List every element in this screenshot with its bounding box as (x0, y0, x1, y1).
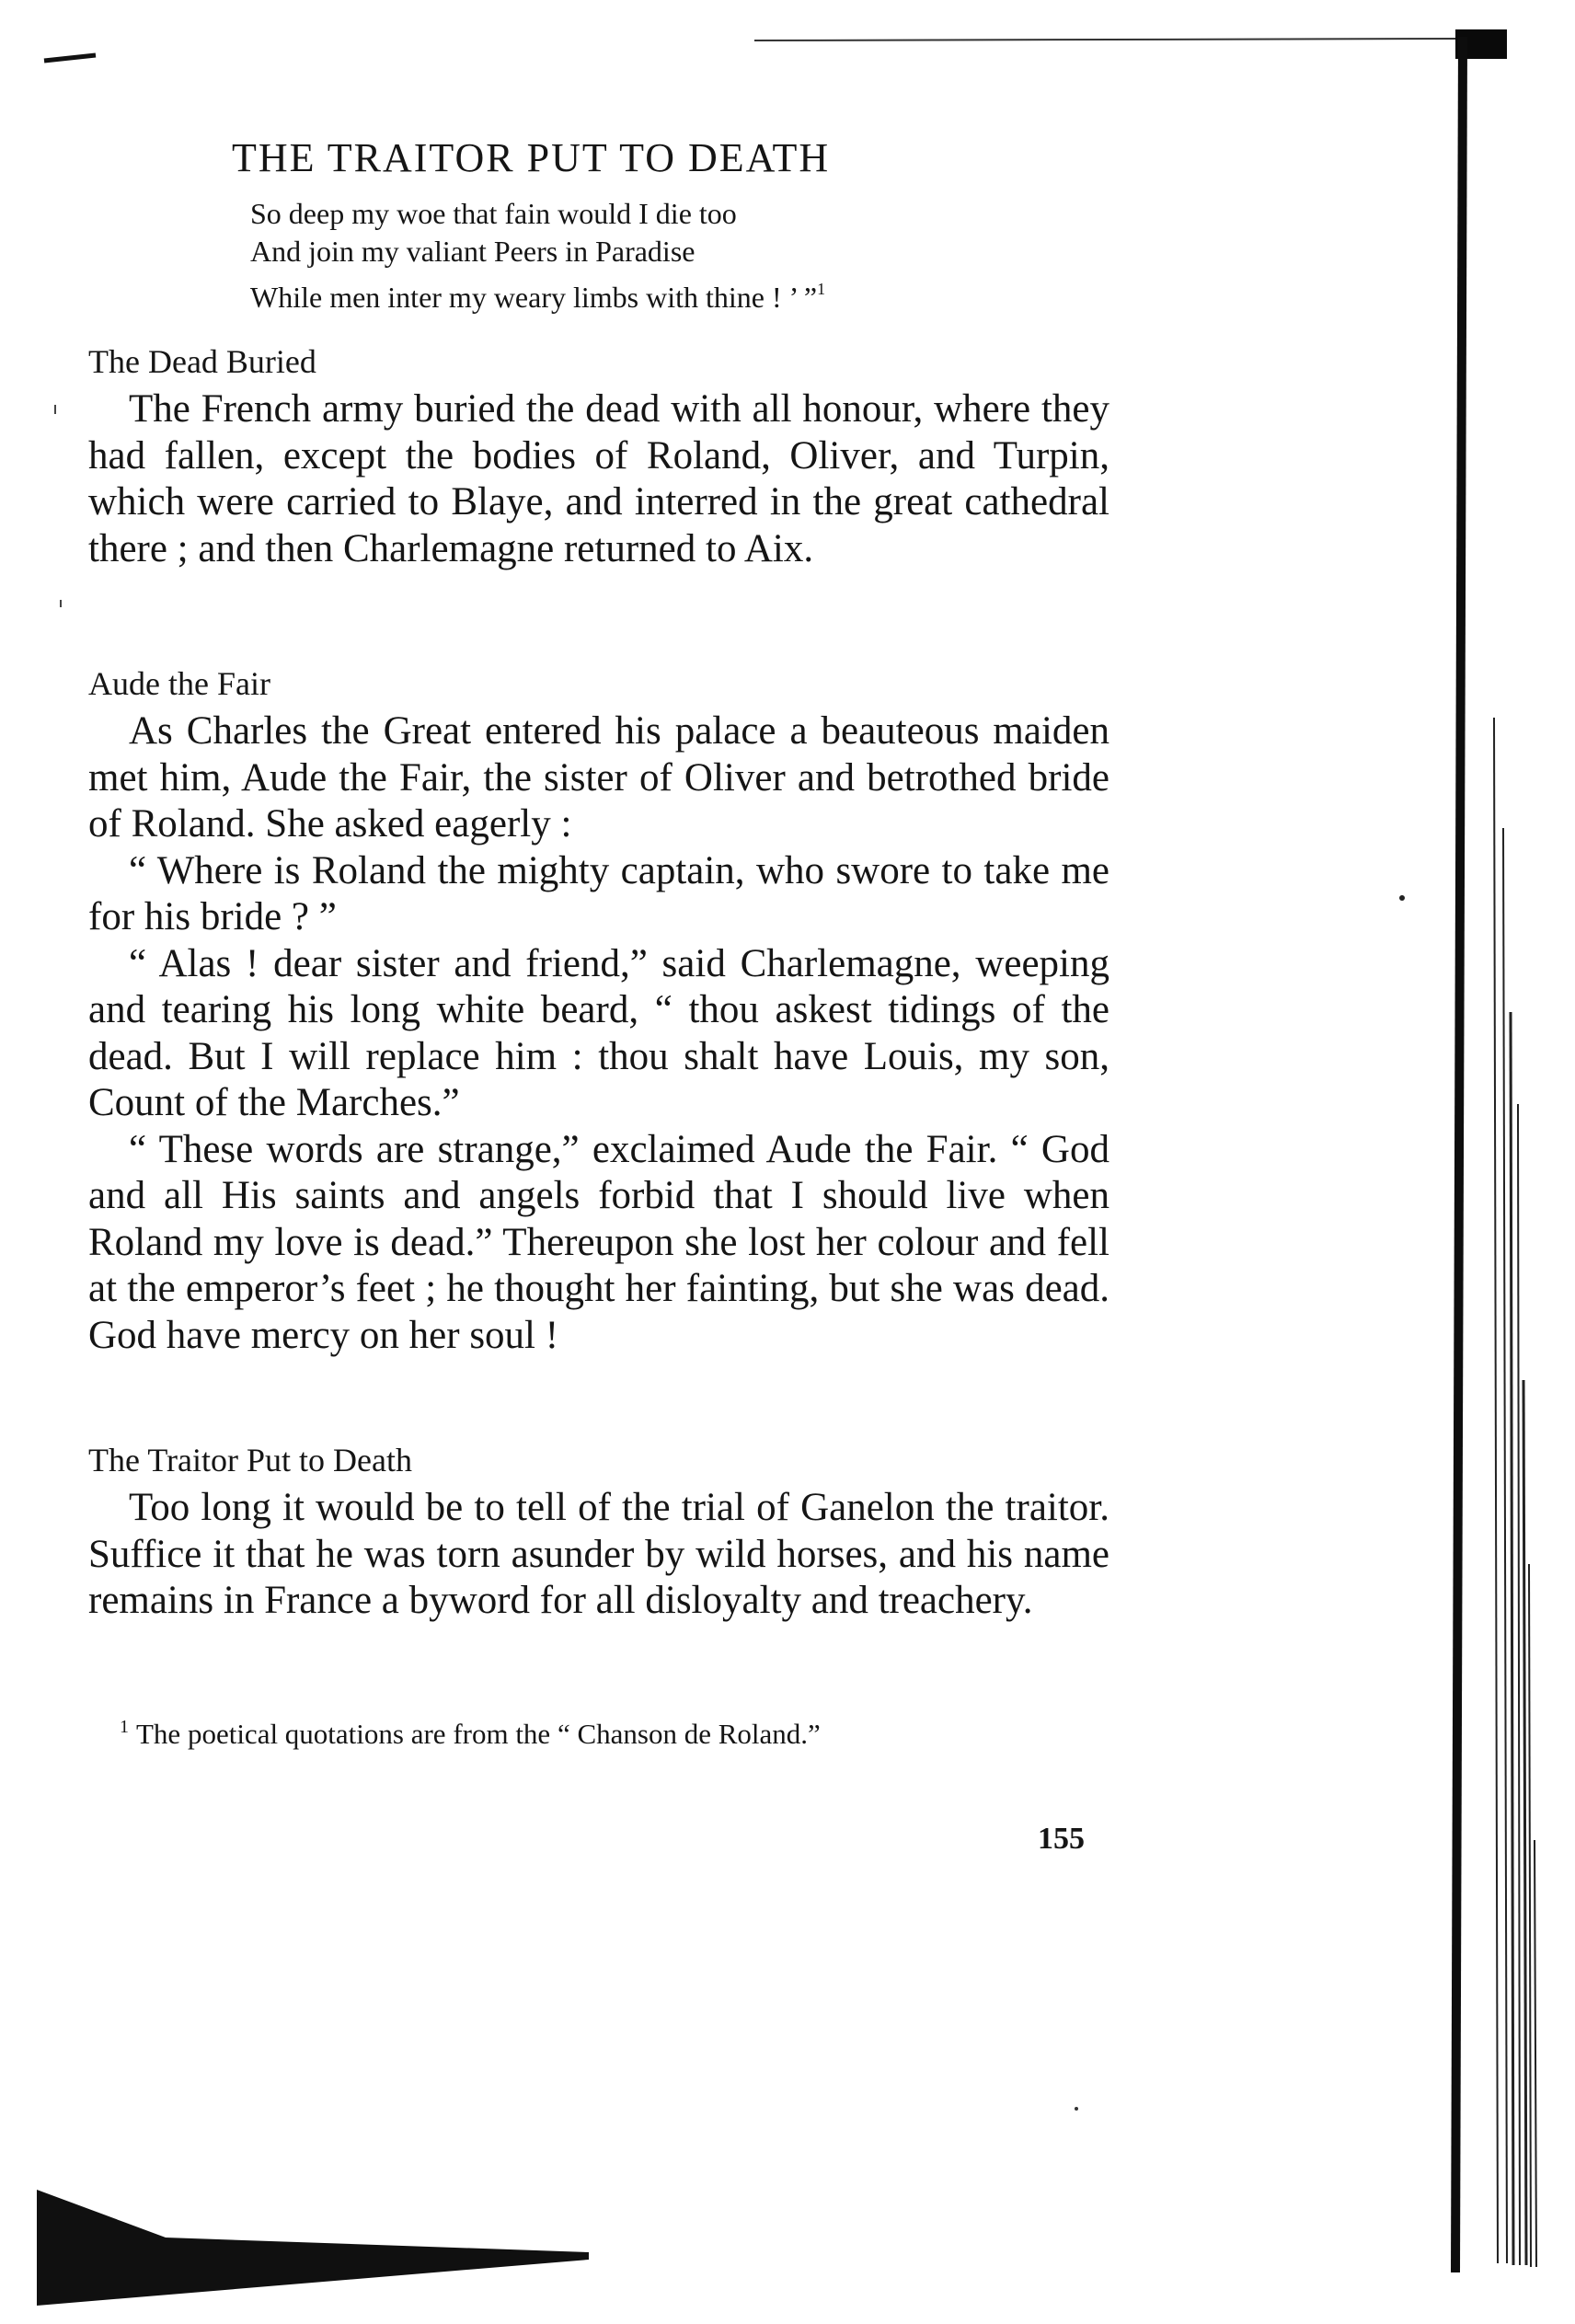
verse-quotation (250, 195, 825, 316)
footnote-reference: 1 (817, 280, 826, 298)
footnote-text: The poetical quotations are from the “ Chanson de Roland.” (136, 1718, 821, 1750)
verse-line: And join my valiant Peers in Paradise (250, 235, 696, 268)
paragraph: “ Where is Roland the mighty captain, who swore to take me for his bride ? ” (88, 848, 1109, 938)
scan-speck (1075, 2107, 1078, 2111)
verse-line (250, 270, 825, 316)
section-heading: The Traitor Put to Death (88, 1442, 412, 1478)
scan-speck (1399, 895, 1405, 901)
bottom-left-shadow (37, 2190, 589, 2306)
paragraph: “ Alas ! dear sister and friend,” said Charlemagne, weeping and tearing his long white beard, “ thou askest tidings of the dead. But I will replace him : thou shalt have Louis, my son, Count of the Marches.” (88, 941, 1109, 1124)
binding-edge (1455, 37, 1463, 2272)
paragraph: As Charles the Great entered his palace a beauteous maiden met him, Aude the Fair, the sister of Oliver and betrothed bride of Roland. She asked eagerly : (88, 709, 1109, 846)
footnote-mark: 1 (120, 1717, 129, 1737)
section-heading: The Dead Buried (88, 343, 316, 380)
section-heading: Aude the Fair (88, 665, 270, 702)
page-number: 155 (1038, 1822, 1085, 1856)
verse-line: So deep my woe that fain would I die too (250, 197, 737, 230)
top-rule (754, 39, 1463, 40)
section-traitor-put-to-death (88, 1441, 1109, 1625)
paragraph: “ These words are strange,” exclaimed Aude the Fair. “ God and all His saints and angels forbid that I should live when Roland my love is dead.” Thereupon she lost her colour and fell at the emperor’s feet ; he thought her fainting, but she was dead. God have mercy on her soul ! (88, 1127, 1109, 1357)
paragraph: The French army buried the dead with all honour, where they had fallen, except the bodies of Roland, Oliver, and Turpin, which were carried to Blaye, and interred in the great cathedral there ; and then Charlemagne returned to Aix. (88, 387, 1109, 570)
section-dead-buried (88, 342, 1109, 572)
section-aude-the-fair (88, 664, 1109, 1359)
paragraph: Too long it would be to tell of the trial of Ganelon the traitor. Suffice it that he was torn asunder by wild horses, and his name remains in France a byword for all disloyalty and treachery. (88, 1486, 1109, 1622)
verse-line-text: While men inter my weary limbs with thine ! ’ ” (250, 281, 818, 314)
running-head: THE TRAITOR PUT TO DEATH (232, 135, 831, 180)
footnote (120, 1717, 821, 1751)
page-edge-stack (1494, 718, 1536, 2267)
scan-mark-top-left (44, 55, 96, 61)
